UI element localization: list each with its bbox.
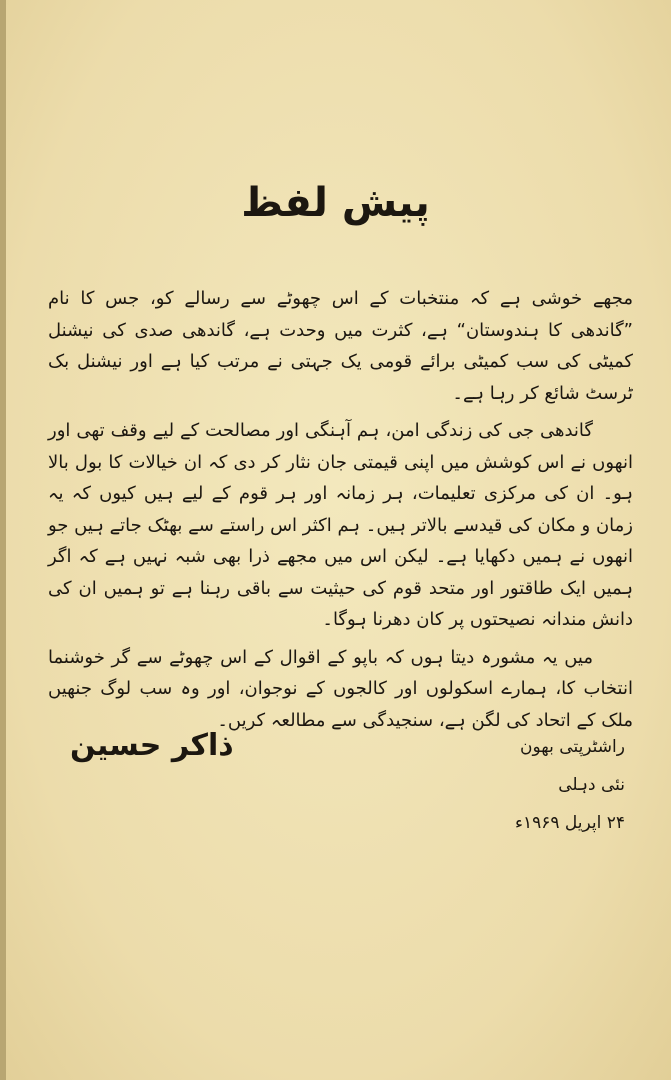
paragraph-1: مجھے خوشی ہے کہ منتخبات کے اس چھوٹے سے رسالے کو، جس کا نام ”گاندھی کا ہندوستان“ ہے، کثرت میں وحدت ہے، گاندھی صدی کی نیشنل کمیٹی کی سب کمیٹی برائے قومی یک جہتی نے مرتب کیا ہے اور نیشنل بک ٹرسٹ شائع کر رہا ہے۔ [48, 288, 633, 404]
foreword-body [48, 283, 633, 736]
paragraph-2: گاندھی جی کی زندگی امن، ہم آہنگی اور مصالحت کے لیے وقف تھی اور انھوں نے اس کوشش میں اپنی قیمتی جان نثار کر دی کہ ان خیالات کا بول بالا ہو۔ ان کی مرکزی تعلیمات، ہر زمانہ اور ہر قوم کے لیے ہیں کیوں کہ یہ زمان و مکان کی قیدسے بالاتر ہیں۔ ہم اکثر اس راستے سے بھٹک جاتے ہیں جو انھوں نے ہمیں دکھایا ہے۔ لیکن اس میں مجھے ذرا بھی شبہ نہیں ہے کہ اگر ہمیں ایک طاقتور اور متحد قوم کی حیثیت سے باقی رہنا ہے تو ہمیں ان کی دانش مندانہ نصیحتوں پر کان دھرنا ہوگا۔ [48, 420, 633, 630]
paragraph-3: میں یہ مشورہ دیتا ہوں کہ باپو کے اقوال کے اس چھوٹے سے گر خوشنما انتخاب کا، ہمارے اسکولوں اور کالجوں کے نوجوان، اور وہ سب لوگ جنھیں ملک کے اتحاد کی لگن ہے، سنجیدگی سے مطالعہ کریں۔ [48, 646, 633, 731]
city-name: نئی دہلی [558, 775, 625, 795]
page-edge [0, 0, 6, 1080]
page-title: پیش لفظ [241, 180, 430, 226]
place-and-date [425, 728, 625, 842]
date-text: ۲۴ اپریل ۱۹۶۹ء [514, 813, 625, 833]
author-signature: ذاکر حسین [70, 728, 234, 763]
office-name: راشٹرپتی بھون [520, 737, 625, 757]
